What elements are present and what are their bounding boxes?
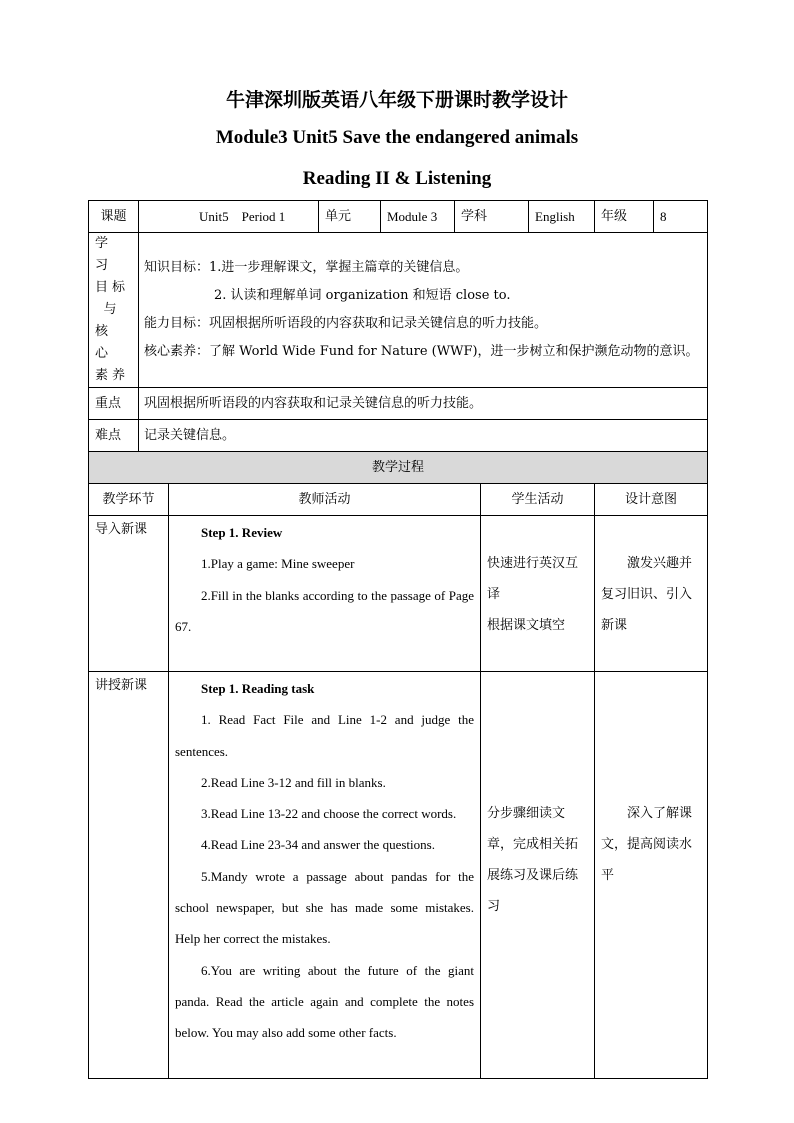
process-row-leadin	[89, 516, 708, 672]
key-point-row	[89, 388, 708, 420]
design-intent-text: 深入了解课文，提高阅读水平	[601, 806, 693, 883]
step-title: Step 1. Review	[201, 525, 283, 540]
step-item: 6.You are writing about the future of the giant panda. Read the article again and complete the notes below. You may also add some other facts.	[175, 962, 474, 1041]
document-title-lesson: Reading II & Listening	[302, 168, 492, 189]
step-title: Step 1. Reading task	[201, 681, 315, 696]
key-point-text: 巩固根据所听语段的内容获取和记录关键信息的听力技能。	[139, 388, 708, 420]
stage-leadin: 导入新课	[89, 516, 169, 672]
objectives-label	[89, 233, 139, 388]
step-item: 3.Read Line 13-22 and choose the correct words.	[201, 806, 457, 822]
student-activity-newlesson: 分步骤细读文章，完成相关拓展练习及课后练习	[481, 672, 595, 1079]
unit-label: 单元	[319, 201, 381, 233]
step-item: 1.Play a game: Mine sweeper	[201, 556, 355, 572]
knowledge-goal-2: 2. 认读和理解单词 organization 和短语 close to.	[214, 288, 511, 303]
teacher-activity-leadin	[169, 516, 481, 672]
objectives-label-line: 素养	[95, 368, 125, 383]
design-intent-leadin	[595, 516, 708, 672]
document-title-cn: 牛津深圳版英语八年级下册课时教学设计	[225, 89, 568, 111]
grade-value: 8	[654, 201, 708, 233]
objectives-label-line: 与	[103, 302, 117, 317]
lesson-plan-table	[88, 200, 708, 1079]
ability-goal: 能力目标：巩固根据所听语段的内容获取和记录关键信息的听力技能。	[144, 316, 548, 331]
teacher-activity-newlesson	[169, 672, 481, 1079]
col-header-student: 学生活动	[481, 484, 595, 516]
col-header-intent: 设计意图	[595, 484, 708, 516]
objectives-content	[139, 233, 708, 388]
col-header-stage: 教学环节	[89, 484, 169, 516]
objectives-row	[89, 233, 708, 388]
core-literacy-goal: 核心素养：了解 World Wide Fund for Nature (WWF)，进一步树立和保护濒危动物的意识。	[144, 344, 699, 359]
objectives-label-line: 目标	[95, 280, 125, 295]
design-intent-newlesson	[595, 672, 708, 1079]
step-item: 5.Mandy wrote a passage about pandas for the school newspaper, but she has made some mistakes. Help her correct the mistakes.	[175, 868, 474, 947]
process-heading-row	[89, 452, 708, 484]
process-row-newlesson	[89, 672, 708, 1079]
subject-label: 学科	[455, 201, 529, 233]
objectives-label-line: 核 心	[95, 324, 109, 361]
step-item: 4.Read Line 23-34 and answer the questions.	[201, 837, 435, 853]
difficulty-text: 记录关键信息。	[139, 420, 708, 452]
key-point-label: 重点	[89, 388, 139, 420]
subject-value: English	[529, 201, 595, 233]
topic-value: Unit5 Period 1	[139, 201, 319, 233]
knowledge-goal: 知识目标：1.进一步理解课文，掌握主篇章的关键信息。	[144, 260, 469, 275]
student-activity-leadin: 快速进行英汉互译 根据课文填空	[481, 516, 595, 672]
objectives-label-line: 学 习	[95, 236, 109, 273]
design-intent-text: 激发兴趣并复习旧识、引入新课	[601, 556, 693, 633]
info-row	[89, 201, 708, 233]
process-header-row	[89, 484, 708, 516]
step-item: 2.Fill in the blanks according to the passage of Page 67.	[175, 587, 474, 634]
col-header-teacher: 教师活动	[169, 484, 481, 516]
difficulty-label: 难点	[89, 420, 139, 452]
stage-newlesson: 讲授新课	[89, 672, 169, 1079]
topic-label: 课题	[89, 201, 139, 233]
document-title-module: Module3 Unit5 Save the endangered animals	[215, 127, 579, 148]
grade-label: 年级	[595, 201, 654, 233]
process-heading: 教学过程	[89, 452, 708, 484]
difficulty-row	[89, 420, 708, 452]
step-item: 2.Read Line 3-12 and fill in blanks.	[201, 774, 386, 790]
step-item: 1. Read Fact File and Line 1-2 and judge the sentences.	[175, 712, 474, 759]
unit-value: Module 3	[381, 201, 455, 233]
